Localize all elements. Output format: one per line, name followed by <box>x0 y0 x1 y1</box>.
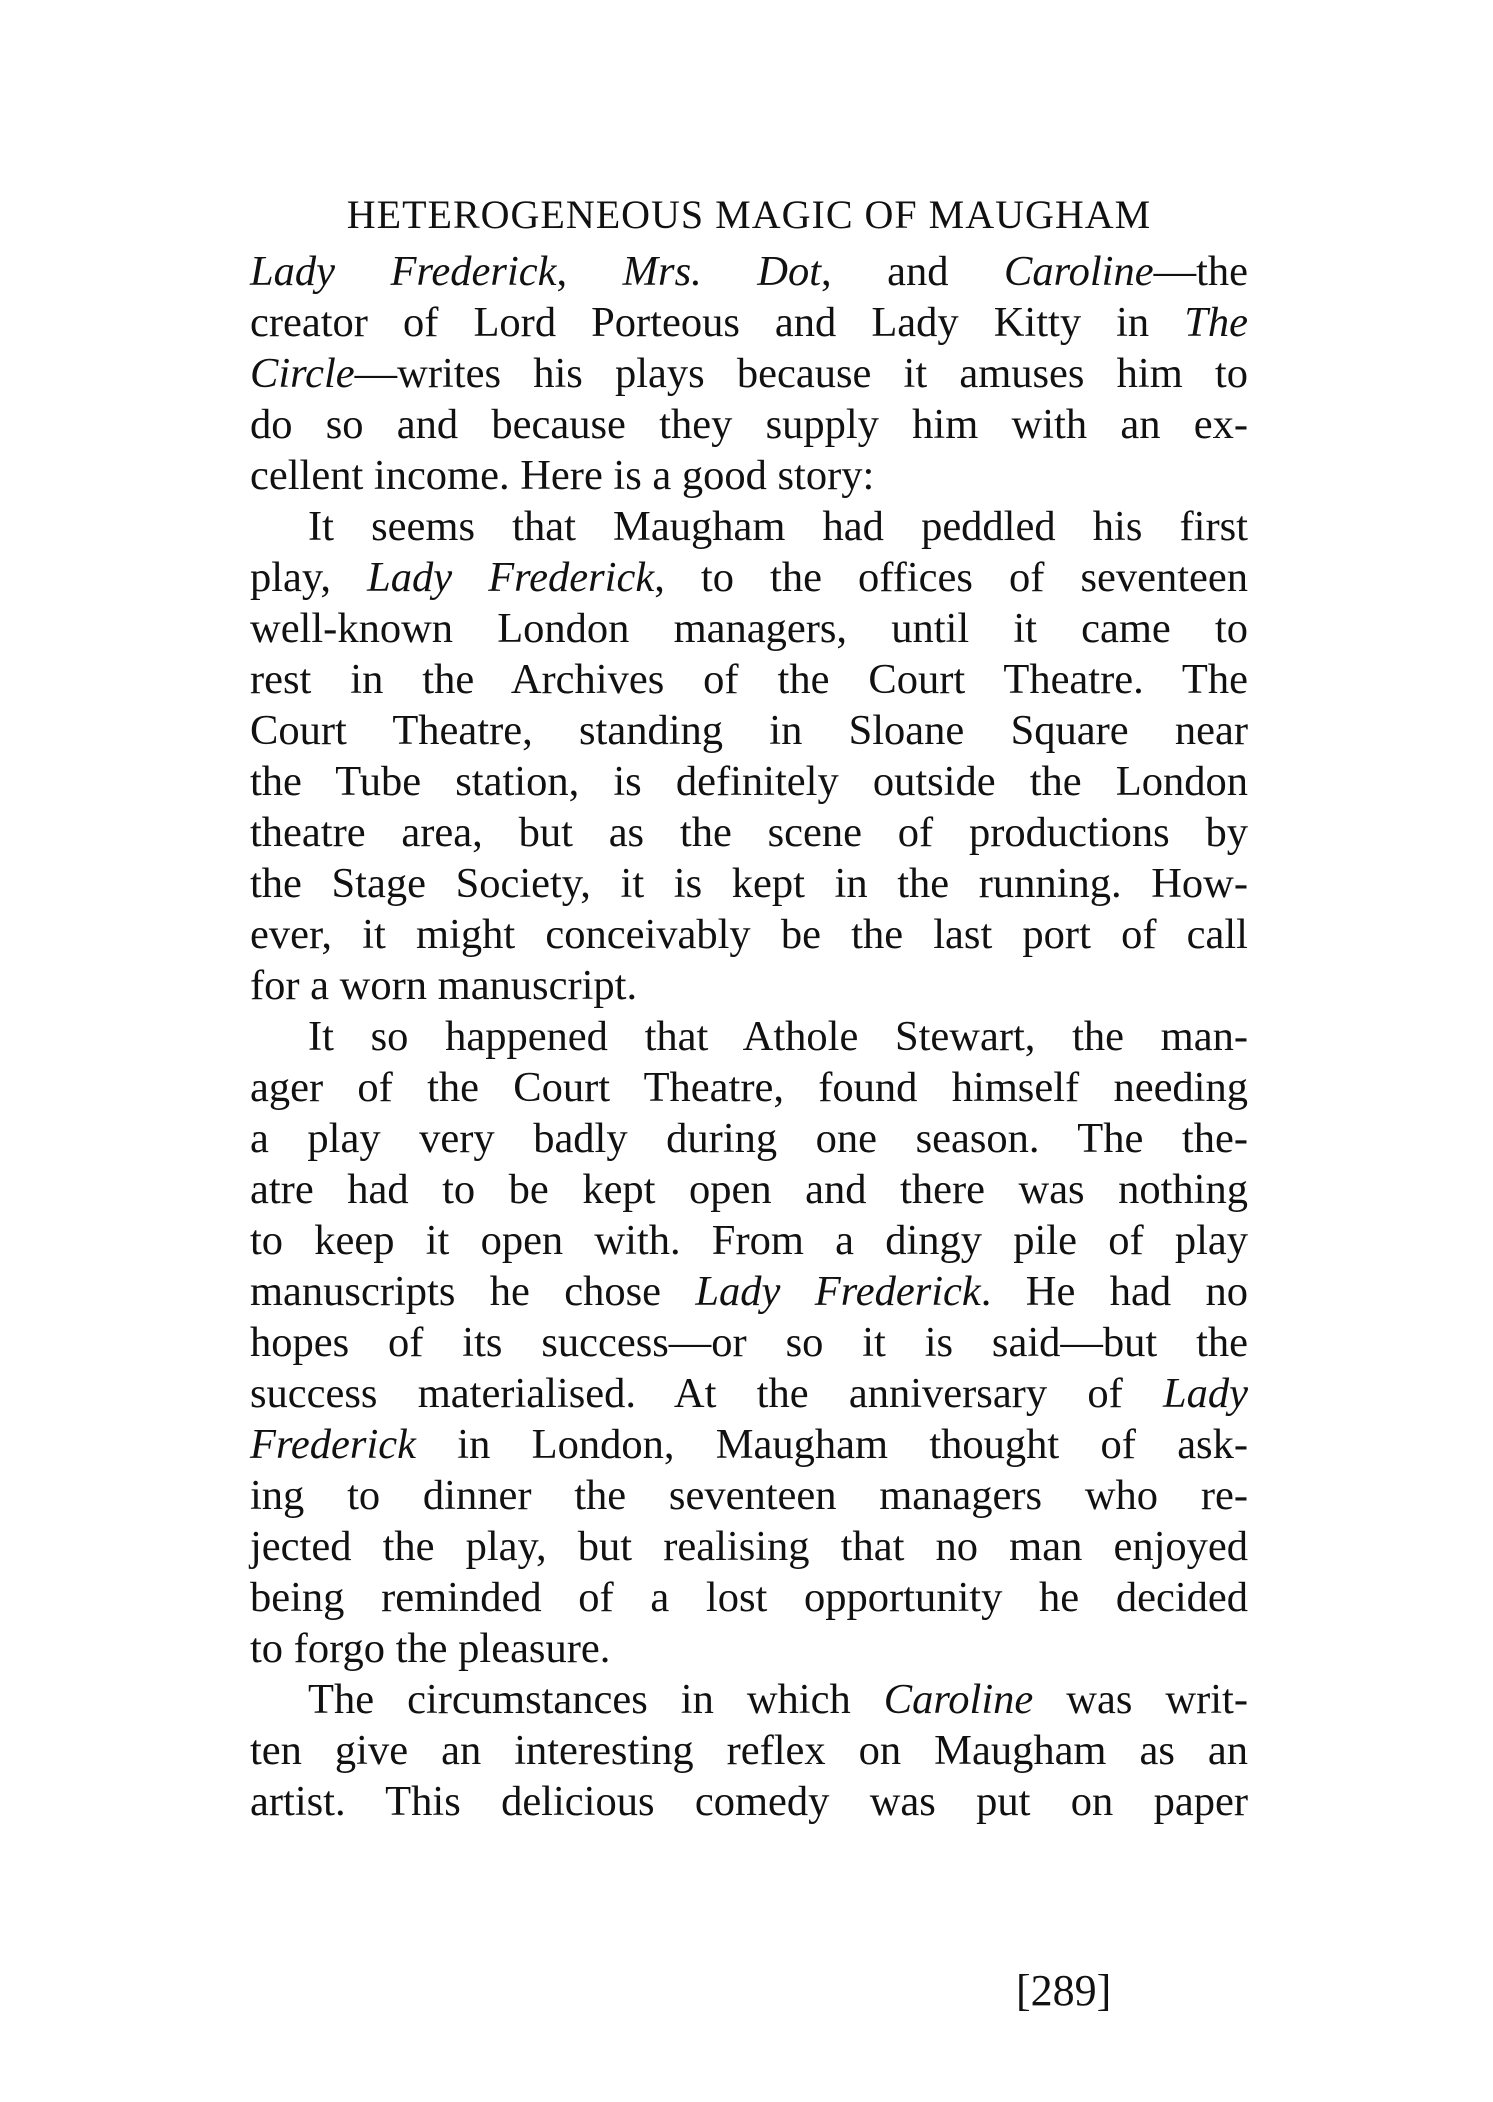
text-run: , <box>556 248 623 295</box>
text-run: artist. This delicious comedy was put on paper <box>250 1778 1248 1825</box>
body-text <box>250 246 1248 1827</box>
text-line <box>250 1011 1248 1062</box>
text-run: play, <box>250 554 368 601</box>
italic-title: Lady Frederick <box>250 248 557 295</box>
text-run: It seems that Maugham had peddled his first <box>308 503 1248 550</box>
text-run: the Tube station, is definitely outside the London <box>250 758 1248 805</box>
text-run: to keep it open with. From a dingy pile of play <box>250 1217 1248 1264</box>
text-run: atre had to be kept open and there was nothing <box>250 1166 1248 1213</box>
text-run: , and <box>821 248 1005 295</box>
text-run: well-known London managers, until it came to <box>250 605 1248 652</box>
text-run: creator of Lord Porteous and Lady Kitty in <box>250 299 1185 346</box>
text-line <box>250 297 1248 348</box>
text-line <box>250 1470 1248 1521</box>
text-run: manuscripts he chose <box>250 1268 696 1315</box>
text-line <box>250 1521 1248 1572</box>
text-line <box>250 1113 1248 1164</box>
italic-title: Frederick <box>250 1421 416 1468</box>
text-line <box>250 858 1248 909</box>
text-run: The circumstances in which <box>308 1676 884 1723</box>
italic-title: Mrs. Dot <box>622 248 822 295</box>
text-line <box>250 1164 1248 1215</box>
text-run: ing to dinner the seventeen managers who re- <box>250 1472 1248 1519</box>
text-run: rest in the Archives of the Court Theatre. The <box>250 656 1248 703</box>
text-line <box>250 552 1248 603</box>
italic-title: Caroline <box>883 1676 1034 1723</box>
text-run: being reminded of a lost opportunity he decided <box>250 1574 1248 1621</box>
text-line <box>250 1368 1248 1419</box>
text-line <box>250 348 1248 399</box>
italic-title: Circle <box>250 350 355 397</box>
italic-title: The <box>1184 299 1248 346</box>
text-run: ager of the Court Theatre, found himself needing <box>250 1064 1248 1111</box>
book-page <box>250 190 1248 1827</box>
text-line <box>250 399 1248 450</box>
italic-title: Lady Frederick <box>695 1268 981 1315</box>
text-line <box>250 246 1248 297</box>
text-run: do so and because they supply him with an ex- <box>250 401 1248 448</box>
text-run: jected the play, but realising that no man enjoyed <box>250 1523 1248 1570</box>
text-line <box>250 1215 1248 1266</box>
text-line <box>250 1419 1248 1470</box>
text-line <box>250 1776 1248 1827</box>
text-line <box>250 909 1248 960</box>
text-run: a play very badly during one season. The the- <box>250 1115 1248 1162</box>
text-run: , to the offices of seventeen <box>654 554 1248 601</box>
text-line <box>250 1572 1248 1623</box>
text-run: It so happened that Athole Stewart, the man- <box>308 1013 1248 1060</box>
text-run: —the <box>1153 248 1248 295</box>
text-run: was writ- <box>1033 1676 1248 1723</box>
text-line <box>250 1062 1248 1113</box>
text-run: —writes his plays because it amuses him to <box>354 350 1248 397</box>
running-head: HETEROGENEOUS MAGIC OF MAUGHAM <box>346 192 1152 237</box>
text-line <box>250 1266 1248 1317</box>
text-line <box>250 1674 1248 1725</box>
italic-title: Caroline <box>1004 248 1154 295</box>
paragraph <box>250 501 1248 1011</box>
text-line <box>250 501 1248 552</box>
text-line <box>250 1725 1248 1776</box>
text-run: success materialised. At the anniversary of <box>250 1370 1163 1417</box>
text-run: cellent income. Here is a good story: <box>250 452 875 499</box>
text-run: ever, it might conceivably be the last port of call <box>250 911 1248 958</box>
page-number: [289] <box>1016 1966 1112 2015</box>
text-run: ten give an interesting reflex on Maugham as an <box>250 1727 1248 1774</box>
text-run: to forgo the pleasure. <box>250 1625 611 1672</box>
italic-title: Lady Frederick <box>367 554 655 601</box>
text-line <box>250 807 1248 858</box>
text-line <box>250 450 1248 501</box>
text-line <box>250 1317 1248 1368</box>
text-run: for a worn manuscript. <box>250 962 638 1009</box>
paragraph <box>250 1674 1248 1827</box>
text-line <box>250 756 1248 807</box>
text-run: Court Theatre, standing in Sloane Square near <box>250 707 1248 754</box>
text-run: the Stage Society, it is kept in the running. How- <box>250 860 1248 907</box>
text-line <box>250 603 1248 654</box>
text-line <box>250 960 1248 1011</box>
text-run: hopes of its success—or so it is said—but the <box>250 1319 1248 1366</box>
paragraph <box>250 1011 1248 1674</box>
text-line <box>250 705 1248 756</box>
paragraph <box>250 246 1248 501</box>
italic-title: Lady <box>1163 1370 1248 1417</box>
text-run: theatre area, but as the scene of productions by <box>250 809 1248 856</box>
text-line <box>250 1623 1248 1674</box>
text-run: . He had no <box>980 1268 1248 1315</box>
text-run: in London, Maugham thought of ask- <box>415 1421 1248 1468</box>
text-line <box>250 654 1248 705</box>
